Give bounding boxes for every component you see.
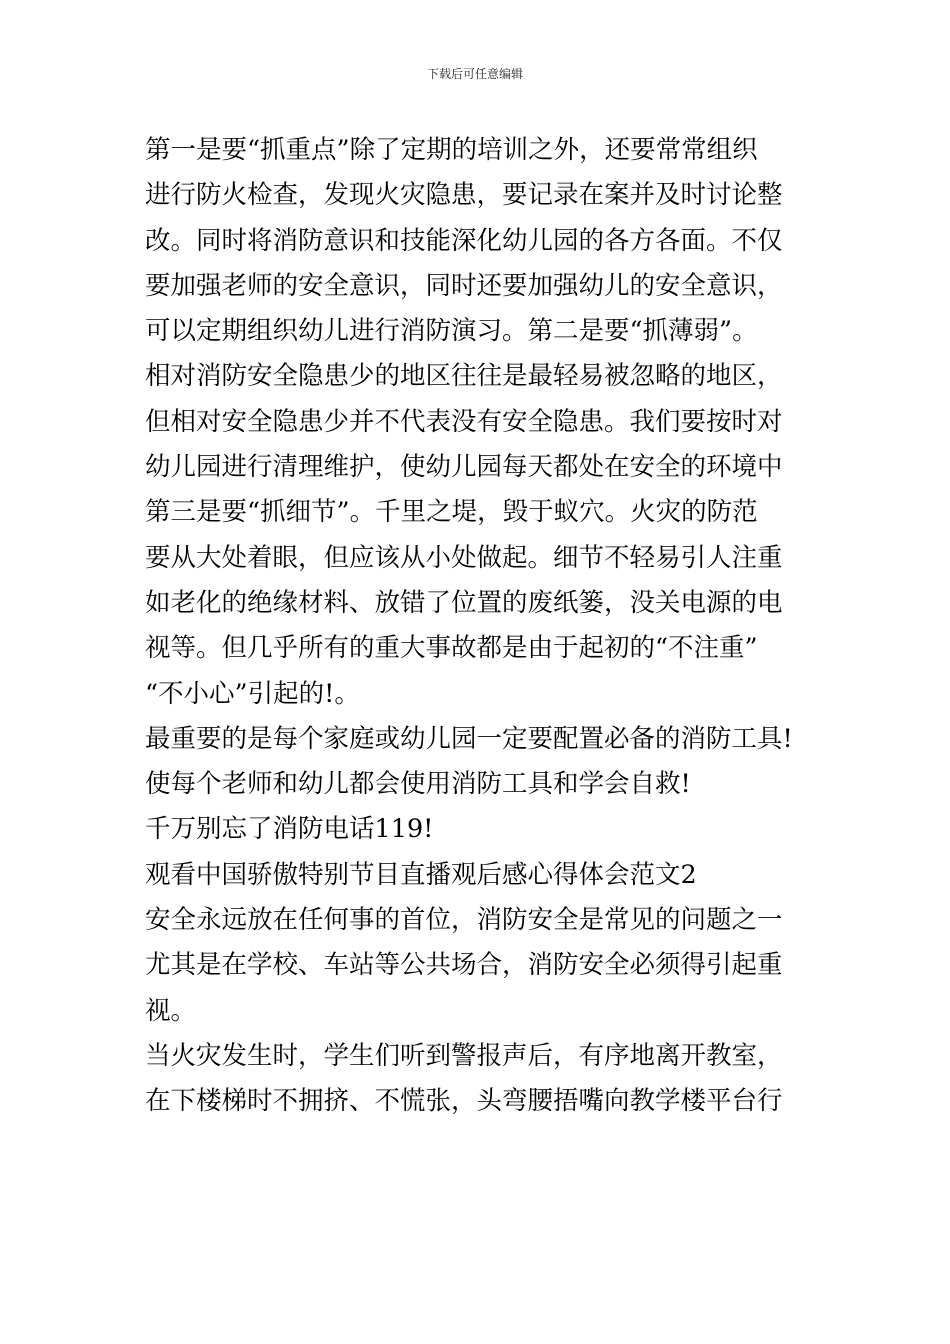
text-line: 要加强老师的安全意识，同时还要加强幼儿的安全意识， bbox=[145, 270, 783, 301]
text-line: 使每个老师和幼儿都会使用消防工具和学会自救! bbox=[145, 769, 691, 800]
text-line: 在下楼梯时不拥挤、不慌张，头弯腰捂嘴向教学楼平台行 bbox=[145, 1086, 783, 1117]
document-body bbox=[145, 128, 809, 1125]
text-line: 如老化的绝缘材料、放错了位置的废纸篓，没关电源的电 bbox=[145, 587, 783, 618]
section-title: 观看中国骄傲特别节目直播观后感心得体会范文2 bbox=[145, 859, 697, 890]
text-line: 安全永远放在任何事的首位，消防安全是常见的问题之一 bbox=[145, 905, 783, 936]
text-line: 最重要的是每个家庭或幼儿园一定要配置必备的消防工具! bbox=[145, 723, 793, 754]
text-line: 千万别忘了消防电话119! bbox=[145, 814, 434, 845]
text-line: 但相对安全隐患少并不代表没有安全隐患。我们要按时对 bbox=[145, 406, 783, 437]
text-line: 进行防火检查，发现火灾隐患，要记录在案并及时讨论整 bbox=[145, 180, 783, 211]
text-line: 相对消防安全隐患少的地区往往是最轻易被忽略的地区， bbox=[145, 361, 783, 392]
text-line: 幼儿园进行清理维护，使幼儿园每天都处在安全的环境中 bbox=[145, 452, 783, 483]
text-line: 可以定期组织幼儿进行消防演习。第二是要“抓薄弱”。 bbox=[145, 316, 758, 347]
text-line: “不小心”引起的!。 bbox=[145, 678, 360, 709]
page-header-note: 下载后可任意编辑 bbox=[426, 67, 523, 81]
text-line: 尤其是在学校、车站等公共场合，消防安全必须得引起重 bbox=[145, 950, 783, 981]
text-line: 第三是要“抓细节”。千里之堤，毁于蚁穴。火灾的防范 bbox=[145, 497, 758, 528]
text-line: 视等。但几乎所有的重大事故都是由于起初的“不注重” bbox=[145, 633, 758, 664]
text-line: 要从大处着眼，但应该从小处做起。细节不轻易引人注重 bbox=[145, 542, 783, 573]
text-line: 改。同时将消防意识和技能深化幼儿园的各方各面。不仅 bbox=[145, 225, 783, 256]
text-line: 当火灾发生时，学生们听到警报声后，有序地离开教室， bbox=[145, 1040, 783, 1071]
text-line: 第一是要“抓重点”除了定期的培训之外，还要常常组织 bbox=[145, 135, 758, 165]
text-line: 视。 bbox=[145, 995, 197, 1026]
